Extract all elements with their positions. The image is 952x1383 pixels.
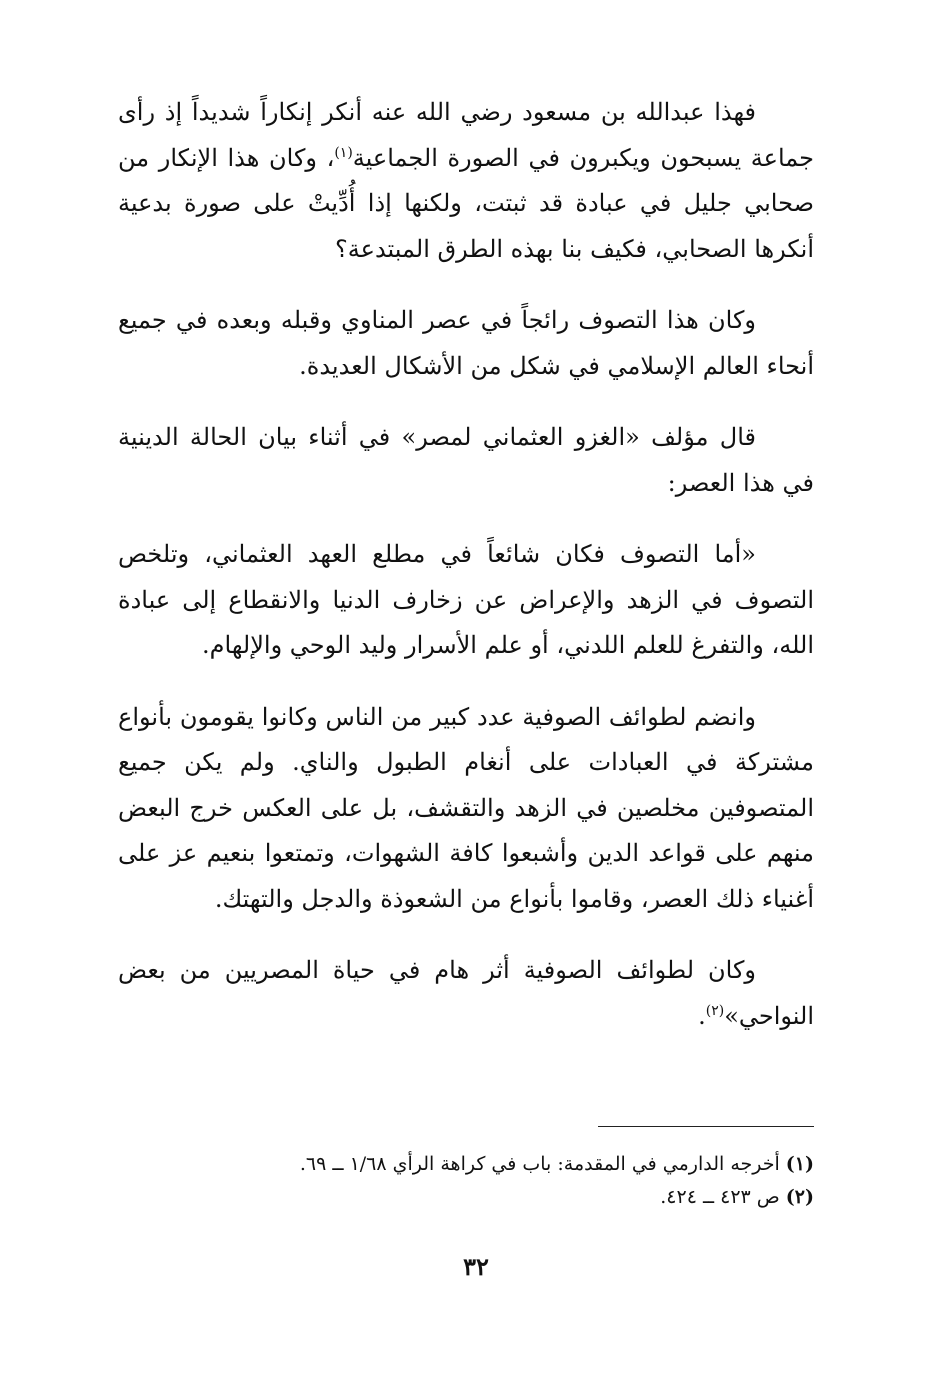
footnotes	[118, 1148, 814, 1214]
paragraph-1	[118, 90, 814, 272]
paragraph-6-text: وكان لطوائف الصوفية أثر هام في حياة المصريين من بعض النواحي»	[118, 956, 814, 1030]
paragraph-6-text-after: .	[698, 1001, 706, 1030]
footnote-2-text: ص ٤٢٣ ــ ٤٢٤.	[660, 1186, 780, 1208]
footnote-2	[118, 1181, 814, 1214]
main-text	[118, 90, 814, 1065]
paragraph-5: وانضم لطوائف الصوفية عدد كبير من الناس وكانوا يقومون بأنواع مشتركة في العبادات على أنغام الطبول والناي. ولم يكن جميع المتصوفين مخلصين في الزهد والتقشف، بل على العكس خرج البعض منهم على قواعد الدين وأشبعوا كافة الشهوات، وتمتعوا بنعيم عز على أغنياء ذلك العصر، وقاموا بأنواع من الشعوذة والدجل والتهتك.	[118, 702, 814, 913]
paragraph-2: وكان هذا التصوف رائجاً في عصر المناوي وقبله وبعده في جميع أنحاء العالم الإسلامي في شكل من الأشكال العديدة.	[118, 306, 814, 380]
page-number: ٣٢	[463, 1252, 489, 1281]
footnote-1-number: (١)	[785, 1153, 814, 1175]
paragraph-4: «أما التصوف فكان شائعاً في مطلع العهد العثماني، وتلخص التصوف في الزهد والإعراض عن زخارف الدنيا والانقطاع إلى عبادة الله، والتفرغ للعلم اللدني، أو علم الأسرار وليد الوحي والإلهام.	[118, 540, 814, 659]
paragraph-1-text: فهذا عبدالله بن مسعود رضي الله عنه أنكر إنكاراً شديداً إذ رأى جماعة يسبحون ويكبرون في الصورة الجماعية	[118, 98, 814, 172]
footnote-ref-1: (١)	[334, 144, 353, 161]
footnote-1	[118, 1148, 814, 1181]
footnote-ref-2: (٢)	[705, 1002, 725, 1019]
paragraph-3: قال مؤلف «الغزو العثماني لمصر» في أثناء بيان الحالة الدينية في هذا العصر:	[118, 423, 814, 497]
footnote-divider	[598, 1126, 814, 1127]
paragraph-6	[118, 948, 814, 1039]
paragraph-1-text-after: ، وكان هذا الإنكار من صحابي جليل في عبادة قد ثبتت، ولكنها إذا أُدِّيتْ على صورة بدعية أنكرها الصحابي، فكيف بنا بهذه الطرق المبتدعة؟	[118, 143, 814, 263]
footnote-2-number: (٢)	[785, 1186, 814, 1208]
footnote-1-text: أخرجه الدارمي في المقدمة: باب في كراهة الرأي ١/٦٨ ــ ٦٩.	[299, 1153, 780, 1175]
